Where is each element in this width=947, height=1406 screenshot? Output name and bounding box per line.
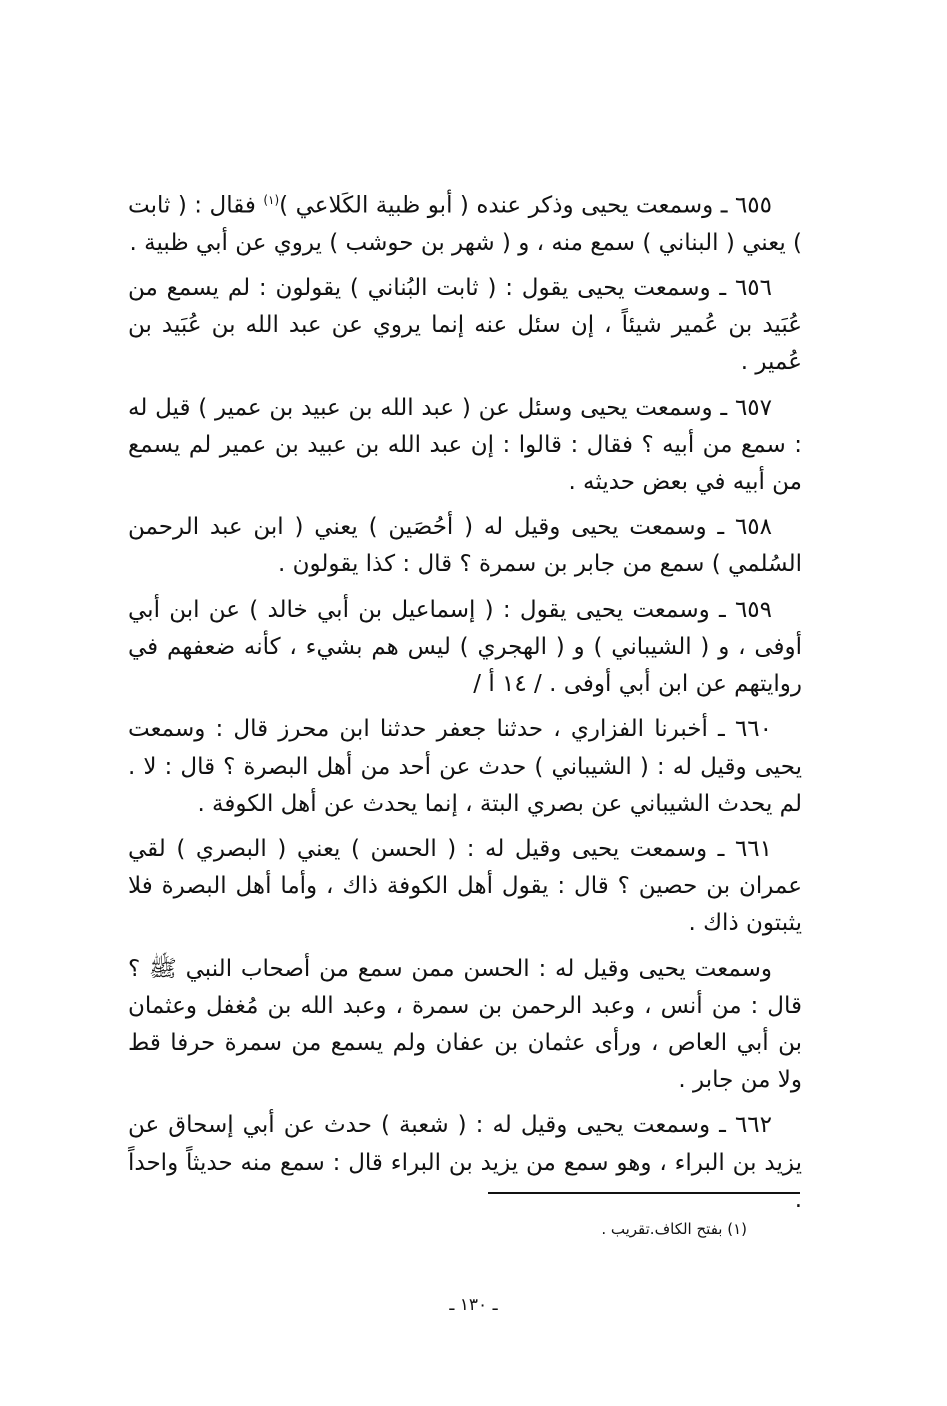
footnote-divider <box>488 1192 800 1194</box>
footnote: (١) بفتح الكاف.تقريب . <box>601 1220 747 1238</box>
paragraph-656: ٦٥٦ ـ وسمعت يحيى يقول : ( ثابت البُناني ) يقولون : لم يسمع من عُبَيد بن عُمير شيئاً ، إن سئل عنه إنما يروي عن عبد الله بن عُبَيد بن عُمير . <box>128 275 802 376</box>
paragraph-655 <box>128 182 802 262</box>
paragraph-655-text-before: ٦٥٥ ـ وسمعت يحيى وذكر عنده ( أبو ظبية الكَلاعي ) <box>279 192 772 219</box>
paragraph-660: ٦٦٠ ـ أخبرنا الفزاري ، حدثنا جعفر حدثنا ابن محرز قال : وسمعت يحيى وقيل له : ( الشيباني ) حدث عن أحد من أهل البصرة ؟ قال : لا . لم يحدث الشيباني عن بصري البتة ، إنما يحدث عن أهل الكوفة . <box>128 716 802 817</box>
paragraph-662: ٦٦٢ ـ وسمعت يحيى وقيل له : ( شعبة ) حدث عن أبي إسحاق عن يزيد بن البراء ، وهو سمع من يزيد بن البراء قال : سمع منه حديثاً واحداً . <box>128 1112 802 1213</box>
paragraph-661-continued: وسمعت يحيى وقيل له : الحسن ممن سمع من أصحاب النبي ﷺ ؟ قال : من أنس ، وعبد الرحمن بن سمرة ، وعبد الله بن مُغفل وعثمان بن أبي العاص ، ورأى عثمان بن عفان ولم يسمع من سمرة حرفا قط ولا من جابر . <box>128 955 802 1094</box>
paragraph-661: ٦٦١ ـ وسمعت يحيى وقيل له : ( الحسن ) يعني ( البصري ) لقي عمران بن حصين ؟ قال : يقول أهل الكوفة ذاك ، وأما أهل البصرة فلا يثبتون ذاك . <box>128 835 802 937</box>
paragraph-657: ٦٥٧ ـ وسمعت يحيى وسئل عن ( عبد الله بن عبيد بن عمير ) قيل له : سمع من أبيه ؟ فقال : قالوا : إن عبد الله بن عبيد بن عمير لم يسمع من أبيه في بعض حديثه . <box>128 394 802 496</box>
paragraph-655-text-after: فقال : ( ثابت ) يعني ( البناني ) سمع منه ، و ( شهر بن حوشب ) يروي عن أبي ظبية . <box>128 192 802 256</box>
footnote-reference: (١) <box>263 193 280 207</box>
page-number: ـ ١٣٠ ـ <box>449 1295 498 1315</box>
paragraph-659: ٦٥٩ ـ وسمعت يحيى يقول : ( إسماعيل بن أبي خالد ) عن ابن أبي أوفى ، و ( الشيباني ) و ( الهجري ) ليس هم بشيء ، كأنه ضعفهم في روايتهم عن ابن أبي أوفى . / ١٤ أ / <box>128 596 802 698</box>
paragraph-658: ٦٥٨ ـ وسمعت يحيى وقيل له ( أحُصَين ) يعني ( ابن عبد الرحمن السُلمي ) سمع من جابر بن سمرة ؟ قال : كذا يقولون . <box>128 514 802 578</box>
main-text <box>128 182 802 1227</box>
